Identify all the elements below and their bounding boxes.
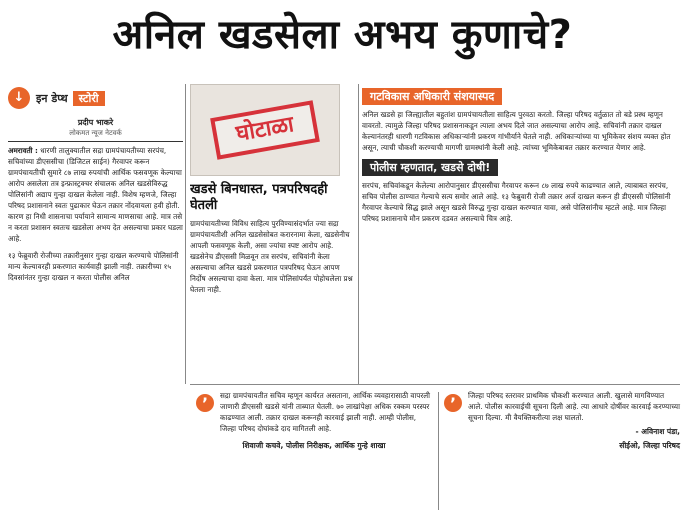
divider-quotes xyxy=(438,392,439,510)
byline: प्रदीप भाकरे xyxy=(77,118,114,127)
dateline: अमरावती : xyxy=(8,146,38,155)
bdo-heading: गटविकास अधिकारी संशयास्पद xyxy=(362,88,502,105)
quote-right xyxy=(444,384,680,514)
headline: अनिल खडसेला अभय कुणाचे? xyxy=(112,12,573,58)
quote-icon: ’ xyxy=(444,394,462,412)
left-body-2: १३ फेब्रुवारी रोजीच्या तक्रारीनुसार गुन्हा दाखल करण्याचे पोलिसांनी मान्य केल्यावरही प्रकरणात कार्यवाही झाली नाही. तक्रारीच्या १५ दिवसांनंतर गुन्हा दाखल न करता पोलीस अनिल xyxy=(8,251,179,282)
right-column xyxy=(362,88,680,388)
quote-left-text: सद्रा ग्रामपंचायतीत सचिव म्हणून कार्यरत असताना, आर्थिक व्यवहारासाठी वापरली जाणारी डीएससी खडसे यांनी ताब्यात घेतली. ७० लाखांपेक्षा अधिक रक्कम परस्पर काढण्यात आली. तक्रार दाखल करूनही कारवाई झाली नाही. आम्ही पोलीस, जिल्हा परिषद दोघांकडे दाद मागितली आहे. xyxy=(220,391,431,433)
quote-icon: ’ xyxy=(196,394,214,412)
indepth-label: इन डेप्थ xyxy=(36,91,68,105)
stamp-image xyxy=(190,84,340,176)
quote-right-text: जिल्हा परिषद स्तरावर प्राथमिक चौकशी करण्यात आली. खुलासे मागविण्यात आले. पोलीस कारवाईची सूचना दिली आहे. त्या आधारे दोषींवर कारवाई करण्याच्या सूचना दिल्या. मी वैयक्तिकरीत्या लक्ष घालतो. xyxy=(468,391,680,422)
quote-left xyxy=(196,384,432,514)
down-arrow-icon: ↓ xyxy=(8,87,30,109)
indepth-badge xyxy=(8,84,183,112)
quote-left-signature: शिवाजी कचवे, पोलीस निरीक्षक, आर्थिक गुन्हे शाखा xyxy=(242,441,386,450)
divider-right xyxy=(358,84,359,384)
byline-sub: लोकमत न्यूज नेटवर्क xyxy=(8,128,183,142)
middle-column xyxy=(190,84,355,384)
quote-right-signature-title: सीईओ, जिल्हा परिषद xyxy=(619,441,680,450)
middle-body: ग्रामपंचायतीच्या विविध साहित्य पुरविण्यासंदर्भात ज्या सद्रा ग्रामपंचायतीशी अनिल खडसेसोबत करारनामा केला, खडसेनीच आपली फसवणूक केली, असा ज्यांचा स्पष्ट आरोप आहे. खडसेनेच डीएससी मिळवून तत्र सरपंच, सचिवांनी केला असल्याचा अनिल खडसे प्रकरणात पत्रपरिषद घेऊन आपण निर्दोष असल्याचा दावा केला. मात्र पोलिसांपर्यंत पोहोचलेला प्रश्न घेतला नाही. xyxy=(190,219,353,294)
police-body: सरपंच, सचिवांकडून केलेल्या आरोपानुसार डीएससीचा गैरवापर करून ८७ लाख रुपये काढण्यात आले, त्याबाबत सरपंच, सचिव पोलीस ठाण्यात गेल्याचे सत्य समोर आले आहे. १३ फेब्रुवारी रोजी तक्रार अर्ज दाखल करून ही डीएससी पोलिसांनी गैरवापर केल्याचे सिद्ध झाले असून खडसे विरुद्ध गुन्हा दाखल करण्यात यावा, असे पोलिसांनीच म्हटले आहे. मात्र जिल्हा परिषद प्रशासनाचे मौन प्रकरण दडवत असल्याचे चित्र आहे. xyxy=(362,181,671,223)
middle-heading: खडसे बिनधास्त, पत्रपरिषदही घेतली xyxy=(190,182,328,213)
police-heading: पोलीस म्हणतात, खडसे दोषी! xyxy=(362,159,498,176)
left-column xyxy=(8,84,183,514)
story-label: स्टोरी xyxy=(73,91,105,106)
quote-right-signature-name: - अविनाश पंडा, xyxy=(635,427,680,436)
left-body-text: धारणी तालुक्यातील सद्रा ग्रामपंचायतीच्या सरपंच, सचिवांच्या डीएससीचा (डिजिटल साईन) गैरवापर करून ग्रामपंचायतीची सुमारे ८७ लाख रुपयांची आर्थिक फसवणूक केल्याचा आरोप असलेला तत्र इन्फ्रास्ट्रक्चर संचालक अनिल खडसेविरुद्ध पोलिसांनी अद्याप गुन्हा दाखल केलेला नाही. विशेष म्हणजे, जिल्हा परिषद प्रशासनाने स्वतः पुढाकार घेऊन तक्रार नोंदवायला हवी होती. कारण हा निधी शासनाचा पर्यायाने सामान्य माणसाचा आहे. मात्र तसे न करता प्रशासन स्वतःच खडसेला अभय देत असल्याचा प्रकार घडला आहे. xyxy=(8,146,183,243)
divider-left xyxy=(185,84,186,384)
bdo-body: अनिल खडसे हा जिल्ह्यातील बहुतांश ग्रामपंचायतीला साहित्य पुरवठा करतो. जिल्हा परिषद वर्तुळात तो बडे प्रस्थ म्हणून वावरतो. त्यामुळे जिल्हा परिषद प्रशासनाकडून त्याला अभय दिले जात असल्याचा आरोप आहे. सचिवांनी तक्रार दाखल केल्यानंतरही धारणी गटविकास अधिकाऱ्यांनी प्रकरण गांभीर्याने घेतले नाही. अधिकाऱ्यांच्या या भूमिकेवर संशय व्यक्त होत असून, त्याची चौकशी करण्याची मागणी ग्रामस्थांनी केली आहे. त्यांच्या भूमिकेबाबत तक्रार करण्यात येणार आहे. xyxy=(362,110,671,152)
left-body xyxy=(8,145,183,244)
scam-stamp: घोटाळा xyxy=(210,100,320,159)
